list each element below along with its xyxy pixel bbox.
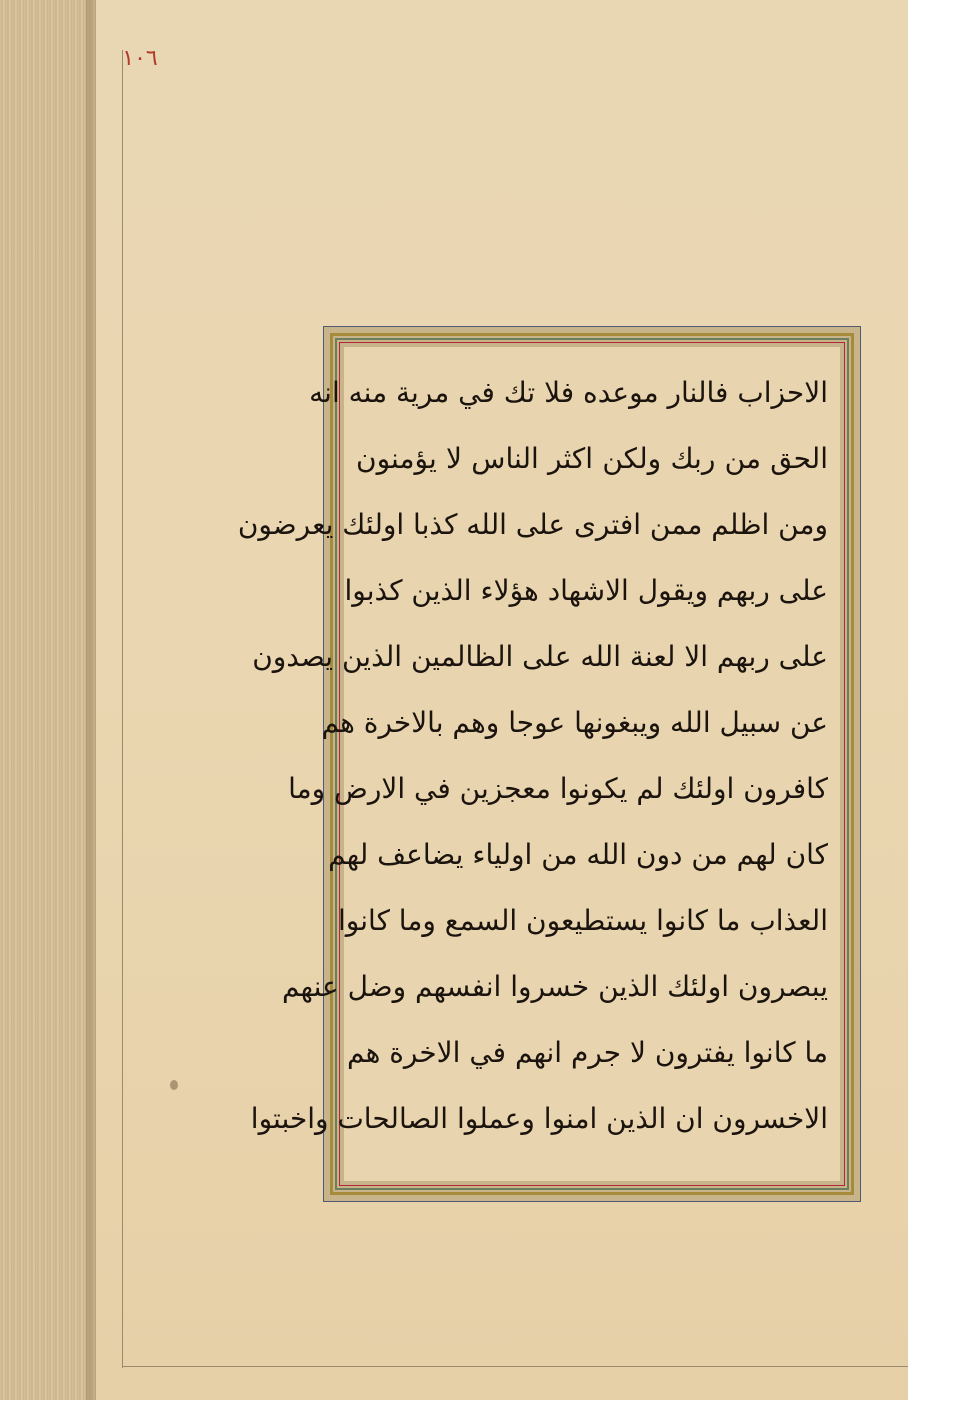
folio-number: ١٠٦ bbox=[122, 46, 158, 71]
text-line: الحق من ربك ولكن اكثر الناس لا يؤمنون bbox=[356, 442, 828, 475]
margin-rule-bottom bbox=[122, 1366, 908, 1367]
text-line: يبصرون اولئك الذين خسروا انفسهم وضل عنهم bbox=[282, 970, 828, 1003]
text-line: على ربهم الا لعنة الله على الظالمين الذين يصدون bbox=[252, 640, 828, 673]
text-line: على ربهم ويقول الاشهاد هؤلاء الذين كذبوا bbox=[344, 574, 828, 607]
scan-margin-right bbox=[908, 0, 974, 1417]
text-line: عن سبيل الله ويبغونها عوجا وهم بالاخرة هم bbox=[321, 706, 828, 739]
text-frame bbox=[237, 326, 861, 1202]
margin-rule-left bbox=[122, 50, 123, 1368]
text-line: الاخسرون ان الذين امنوا وعملوا الصالحات واخبتوا bbox=[250, 1102, 828, 1135]
text-line: كافرون اولئك لم يكونوا معجزين في الارض وما bbox=[288, 772, 828, 805]
text-line: الاحزاب فالنار موعده فلا تك في مرية منه انه bbox=[309, 376, 828, 409]
text-panel bbox=[237, 347, 840, 1181]
text-line: ومن اظلم ممن افترى على الله كذبا اولئك يعرضون bbox=[237, 508, 828, 541]
page-edges bbox=[0, 0, 96, 1400]
ink-stain bbox=[170, 1080, 178, 1090]
text-line: كان لهم من دون الله من اولياء يضاعف لهم bbox=[328, 838, 828, 871]
scan-margin-bottom bbox=[0, 1400, 908, 1417]
text-line: العذاب ما كانوا يستطيعون السمع وما كانوا bbox=[338, 904, 828, 937]
text-line: ما كانوا يفترون لا جرم انهم في الاخرة هم bbox=[346, 1036, 828, 1069]
